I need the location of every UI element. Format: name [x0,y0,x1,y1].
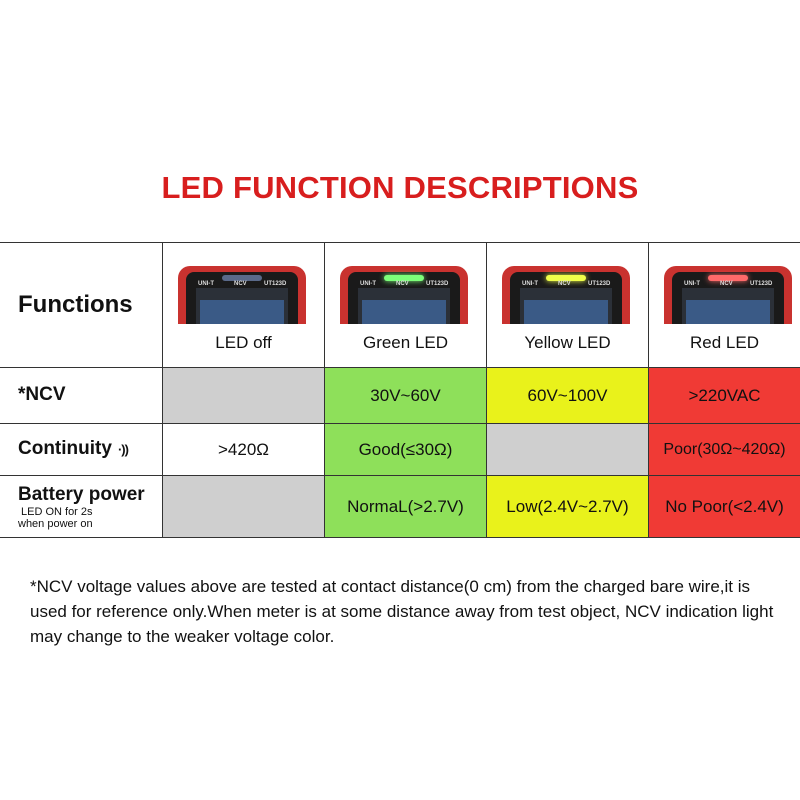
table-divider [0,423,800,424]
model-label: UT123D [426,281,449,287]
footnote: *NCV voltage values above are tested at contact distance(0 cm) from the charged bare wire,it is used for reference only.When meter is at some distance away from test object, NCV indication light may change to the weaker voltage color. [30,577,774,646]
table-border-bottom [0,537,800,538]
ncv-label: NCV [720,281,733,287]
page-title: LED FUNCTION DESCRIPTIONS [161,170,639,205]
battery-sublabel-2: when power on [18,517,93,530]
brand-label: UNI-T [198,281,214,287]
table-border-top [0,242,800,243]
table-divider [0,367,800,368]
brand-label: UNI-T [360,281,376,287]
functions-header: Functions [18,290,133,318]
cell-ncv-yellow: 60V~100V [487,368,648,423]
meter-red-led-image [664,266,792,324]
row-label-battery [0,475,163,538]
table-divider [648,242,649,538]
column-led-off: LED off [215,333,272,352]
column-yellow-led: Yellow LED [524,333,611,352]
cell-continuity-yellow [487,424,648,475]
cell-ncv-red: >220VAC [649,368,800,423]
cell-ncv-green: 30V~60V [325,368,486,423]
cell-battery-led-off [163,476,324,538]
cell-continuity-green: Good(≤30Ω) [325,424,486,475]
cell-continuity-red: Poor(30Ω~420Ω) [649,424,800,475]
cell-battery-green: NormaL(>2.7V) [325,476,486,538]
column-red-led: Red LED [690,333,759,352]
table-divider [0,475,800,476]
column-green-led: Green LED [362,333,449,352]
meter-green-led-image [340,266,468,324]
brand-label: UNI-T [522,281,538,287]
row-label-continuity [0,423,163,475]
model-label: UT123D [750,281,773,287]
ncv-label: NCV [234,281,247,287]
battery-label: Battery power [18,483,145,505]
table-divider [486,242,487,538]
sound-wave-icon: ·)) [117,441,128,457]
cell-ncv-led-off [163,368,324,423]
led-function-table [0,242,800,538]
ncv-label: NCV [558,281,571,287]
meter-led-off-image [178,266,306,324]
row-label-ncv: *NCV [18,384,66,405]
ncv-label: NCV [396,281,409,287]
cell-battery-red: No Poor(<2.4V) [649,476,800,538]
cell-battery-yellow: Low(2.4V~2.7V) [487,476,648,538]
table-divider [324,242,325,538]
model-label: UT123D [588,281,611,287]
cell-continuity-led-off: >420Ω [218,439,269,459]
brand-label: UNI-T [684,281,700,287]
battery-sublabel-1: LED ON for 2s [21,505,93,518]
meter-yellow-led-image [502,266,630,324]
model-label: UT123D [264,281,287,287]
table-divider [162,242,163,538]
continuity-label: Continuity [18,438,112,459]
